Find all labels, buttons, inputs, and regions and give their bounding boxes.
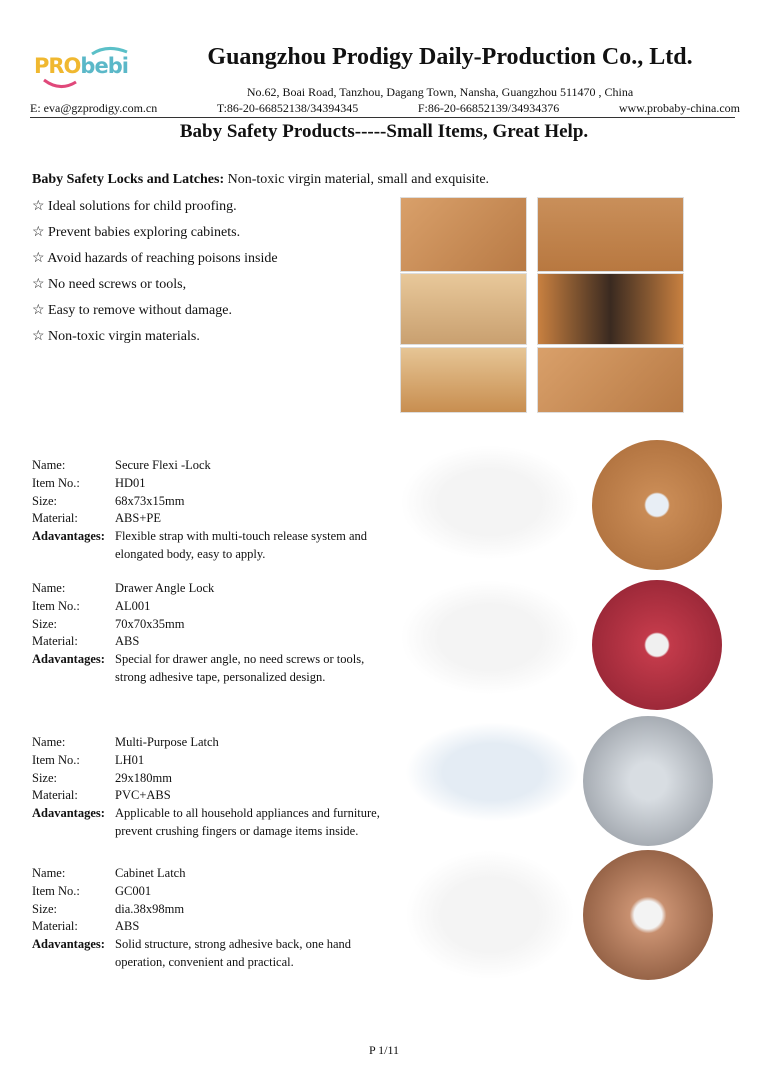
product-name: Cabinet Latch	[115, 866, 186, 880]
product-image-angle-lock	[400, 580, 580, 695]
usage-photo-angle-lock	[592, 580, 722, 710]
page-subtitle: Baby Safety Products-----Small Items, Great Help.	[179, 121, 589, 142]
photo-drawer-lock	[400, 273, 527, 345]
size: 70x70x35mm	[115, 616, 185, 631]
fax: F:86-20-66852139/34934376	[417, 101, 560, 115]
label: Name:	[32, 581, 66, 595]
company-address: No.62, Boai Road, Tanzhou, Dagang Town, Nansha, Guangzhou 511470 , China	[246, 85, 634, 99]
label: Name:	[32, 735, 66, 749]
label: Size:	[32, 493, 57, 508]
product-image-flexi-lock	[400, 445, 580, 560]
photo-door-gap	[537, 273, 684, 345]
product-entry	[32, 457, 390, 564]
feature-item: ☆ Non-toxic virgin materials.	[32, 329, 200, 344]
size: dia.38x98mm	[115, 901, 185, 916]
product-entry	[32, 734, 390, 841]
company-logo	[32, 44, 142, 90]
logo-text: PRObebi	[34, 54, 128, 78]
label: Size:	[32, 616, 57, 631]
product-name: Multi-Purpose Latch	[115, 735, 219, 749]
item-no: LH01	[115, 752, 145, 767]
item-no: HD01	[115, 475, 146, 490]
intro-text: Non-toxic virgin material, small and exquisite.	[224, 172, 490, 187]
photo-cabinet-latch	[537, 197, 684, 272]
feature-item: ☆ Easy to remove without damage.	[32, 303, 232, 318]
advantages: Special for drawer angle, no need screws or tools, strong adhesive tape, personalized design.	[115, 652, 365, 684]
label: Material:	[32, 788, 78, 803]
page-number: P 1/11	[368, 1043, 400, 1057]
product-image-cabinet-latch	[405, 850, 575, 980]
label: Item No.:	[32, 598, 80, 613]
product-name: Drawer Angle Lock	[115, 581, 215, 595]
feature-list	[32, 198, 278, 354]
label: Material:	[32, 511, 78, 526]
product-entry	[32, 865, 390, 972]
intro	[32, 172, 489, 188]
label: Item No.:	[32, 883, 80, 898]
advantages: Applicable to all household appliances and furniture, prevent crushing fingers or damage items inside.	[115, 806, 380, 838]
label: Material:	[32, 634, 78, 649]
label: Item No.:	[32, 475, 80, 490]
advantages: Solid structure, strong adhesive back, one hand operation, convenient and practical.	[115, 937, 352, 969]
material: PVC+ABS	[115, 788, 171, 803]
telephone: T:86-20-66852138/34394345	[216, 101, 359, 115]
label: Adavantages:	[32, 937, 105, 952]
material: ABS	[115, 634, 140, 649]
label: Size:	[32, 901, 57, 916]
item-no: GC001	[115, 883, 152, 898]
feature-item: ☆ Ideal solutions for child proofing.	[32, 199, 237, 214]
usage-photo-flexi-lock	[592, 440, 722, 570]
website: www.probaby-china.com	[618, 101, 740, 115]
intro-heading: Baby Safety Locks and Latches:	[32, 172, 225, 187]
size: 68x73x15mm	[115, 493, 185, 508]
advantages: Flexible strap with multi-touch release system and elongated body, easy to apply.	[115, 529, 368, 561]
label: Adavantages:	[32, 806, 105, 821]
product-name: Secure Flexi -Lock	[115, 458, 211, 472]
material: ABS+PE	[115, 511, 161, 526]
usage-photo-multi-latch	[583, 716, 713, 846]
photo-flexi-lock-cabinet	[400, 197, 527, 272]
usage-photo-cabinet-latch	[583, 850, 713, 980]
contact-line	[30, 101, 740, 116]
photo-drawer-latch	[400, 347, 527, 413]
size: 29x180mm	[115, 770, 172, 785]
label: Size:	[32, 770, 57, 785]
material: ABS	[115, 919, 140, 934]
feature-item: ☆ Avoid hazards of reaching poisons inside	[32, 251, 278, 266]
label: Material:	[32, 919, 78, 934]
item-no: AL001	[115, 598, 151, 613]
product-entry	[32, 580, 390, 687]
label: Name:	[32, 866, 66, 880]
label: Adavantages:	[32, 652, 105, 667]
feature-item: ☆ No need screws or tools,	[32, 277, 187, 292]
label: Adavantages:	[32, 529, 105, 544]
company-name: Guangzhou Prodigy Daily-Production Co., Ltd.	[207, 44, 693, 70]
photo-cabinet-latch-closed	[537, 347, 684, 413]
label: Item No.:	[32, 752, 80, 767]
label: Name:	[32, 458, 66, 472]
header-divider	[30, 117, 735, 118]
email: E: eva@gzprodigy.com.cn	[30, 101, 158, 115]
product-image-multi-latch	[405, 722, 580, 822]
feature-item: ☆ Prevent babies exploring cabinets.	[32, 225, 241, 240]
